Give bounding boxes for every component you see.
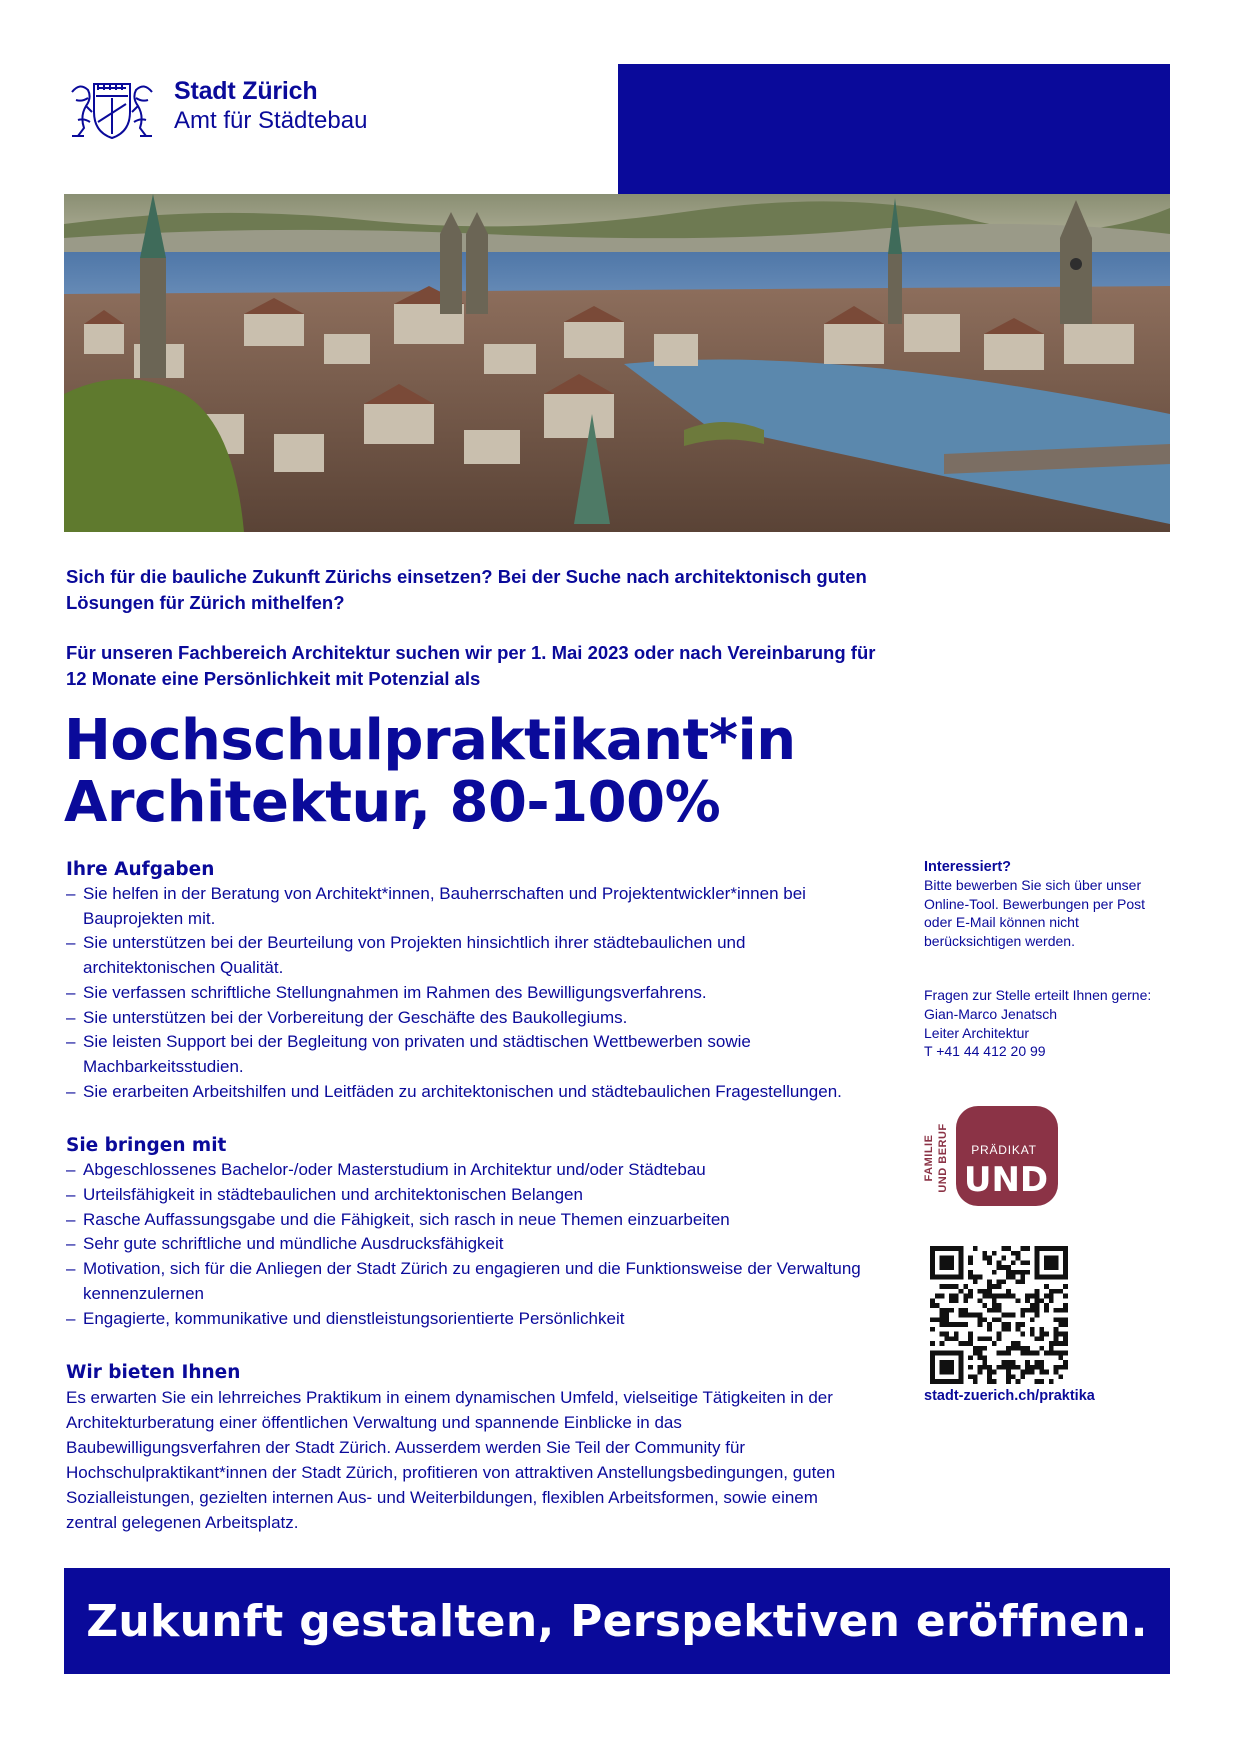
intro-lead: Sich für die bauliche Zukunft Zürichs einsetzen? Bei der Suche nach architektonisch guten Lösungen für Zürich mithelfen?	[66, 566, 867, 613]
list-item: – Sie unterstützen bei der Vorbereitung der Geschäfte des Baukollegiums.	[66, 1006, 866, 1031]
contact-name: Gian-Marco Jenatsch	[924, 1005, 1058, 1022]
list-item: – Sie erarbeiten Arbeitshilfen und Leitfäden zu architektonischen und städtebaulichen Fragestellungen.	[66, 1080, 866, 1105]
logo-city-name: Stadt Zürich	[174, 77, 318, 105]
contact-phone[interactable]: T +41 44 412 20 99	[924, 1043, 1046, 1060]
list-item: – Motivation, sich für die Anliegen der Stadt Zürich zu engagieren und die Funktionsweise der Verwaltung kennenzulernen	[66, 1257, 866, 1306]
badge-word: UND	[963, 1160, 1049, 1200]
job-title	[64, 710, 964, 834]
list-item: – Rasche Auffassungsgabe und die Fähigkeit, sich rasch in neue Themen einzuarbeiten	[66, 1208, 866, 1233]
tasks-title: Ihre Aufgaben	[66, 859, 215, 880]
list-item: – Urteilsfähigkeit in städtebaulichen und architektonischen Belangen	[66, 1183, 866, 1208]
footer-slogan: Zukunft gestalten, Perspektiven eröffnen.	[86, 1595, 1148, 1647]
job-title-line-1: Hochschulpraktikant*in	[64, 708, 796, 773]
tasks-list	[66, 882, 866, 1104]
footer-banner	[64, 1568, 1170, 1674]
logo	[68, 76, 408, 142]
requirements-list	[66, 1158, 866, 1331]
contact-role: Leiter Architektur	[924, 1024, 1030, 1041]
list-item: – Sie helfen in der Beratung von Architekt*innen, Bauherrschaften und Projektentwickler*innen bei Bauprojekten mit.	[66, 882, 866, 931]
apply-text: Bitte bewerben Sie sich über unser Online-Tool. Bewerbungen per Post oder E-Mail können nicht berücksichtigen werden.	[924, 877, 1146, 949]
main-content	[66, 858, 866, 1565]
praedikat-und-badge	[920, 1104, 1060, 1208]
list-item: – Engagierte, kommunikative und dienstleistungsorientierte Persönlichkeit	[66, 1307, 866, 1332]
list-item: – Sehr gute schriftliche und mündliche Ausdrucksfähigkeit	[66, 1232, 866, 1257]
list-item: – Sie leisten Support bei der Begleitung von privaten und städtischen Wettbewerben sowie Machbarkeitsstudien.	[66, 1030, 866, 1079]
apply-title: Interessiert?	[924, 859, 1012, 875]
header-color-block	[618, 64, 1170, 194]
requirements-section	[66, 1134, 866, 1331]
hero-image-zurich-cityscape	[64, 194, 1170, 532]
intro-search: Für unseren Fachbereich Architektur suchen wir per 1. Mai 2023 oder nach Vereinbarung für 12 Monate eine Persönlichkeit mit Potenzial als	[66, 642, 876, 689]
contact-intro: Fragen zur Stelle erteilt Ihnen gerne:	[924, 987, 1152, 1004]
badge-label: PRÄDIKAT	[971, 1143, 1037, 1157]
praktika-link[interactable]: stadt-zuerich.ch/praktika	[924, 1388, 1095, 1404]
tasks-section	[66, 858, 866, 1104]
offer-section	[66, 1361, 866, 1535]
zurich-coat-of-arms-icon	[68, 76, 156, 142]
badge-side-text-2: UND BERUF	[937, 1123, 949, 1193]
qr-code-icon[interactable]	[930, 1246, 1068, 1384]
offer-title: Wir bieten Ihnen	[66, 1362, 241, 1384]
apply-block	[924, 858, 1174, 950]
logo-department-name: Amt für Städtebau	[174, 107, 368, 134]
job-title-line-2: Architektur, 80-100%	[64, 770, 721, 835]
list-item: – Abgeschlossenes Bachelor-/oder Masterstudium in Architektur und/oder Städtebau	[66, 1158, 866, 1183]
requirements-title: Sie bringen mit	[66, 1135, 227, 1157]
sidebar	[924, 858, 1174, 1097]
list-item: – Sie verfassen schriftliche Stellungnahmen im Rahmen des Bewilligungsverfahrens.	[66, 981, 866, 1006]
badge-side-text-1: FAMILIE	[923, 1134, 935, 1182]
offer-text: Es erwarten Sie ein lehrreiches Praktikum in einem dynamischen Umfeld, vielseitige Tätigkeiten in der Architekturberatung einer öffentlichen Verwaltung und spannende Einblicke in das Baubewilligungsverfahren der Stadt Zürich. Ausserdem werden Sie Teil der Community für Hochschulpraktikant*innen der Stadt Zürich, profitieren von attraktiven Anstellungsbedingungen, guten Sozialleistungen, gezielten internen Aus- und Weiterbildungen, flexiblen Arbeitsformen, sowie einem zentral gelegenen Arbeitsplatz.	[66, 1388, 836, 1533]
intro-text	[66, 564, 886, 716]
list-item: – Sie unterstützen bei der Beurteilung von Projekten hinsichtlich ihrer städtebaulichen und architektonischen Qualität.	[66, 931, 866, 980]
contact-block	[924, 986, 1174, 1060]
